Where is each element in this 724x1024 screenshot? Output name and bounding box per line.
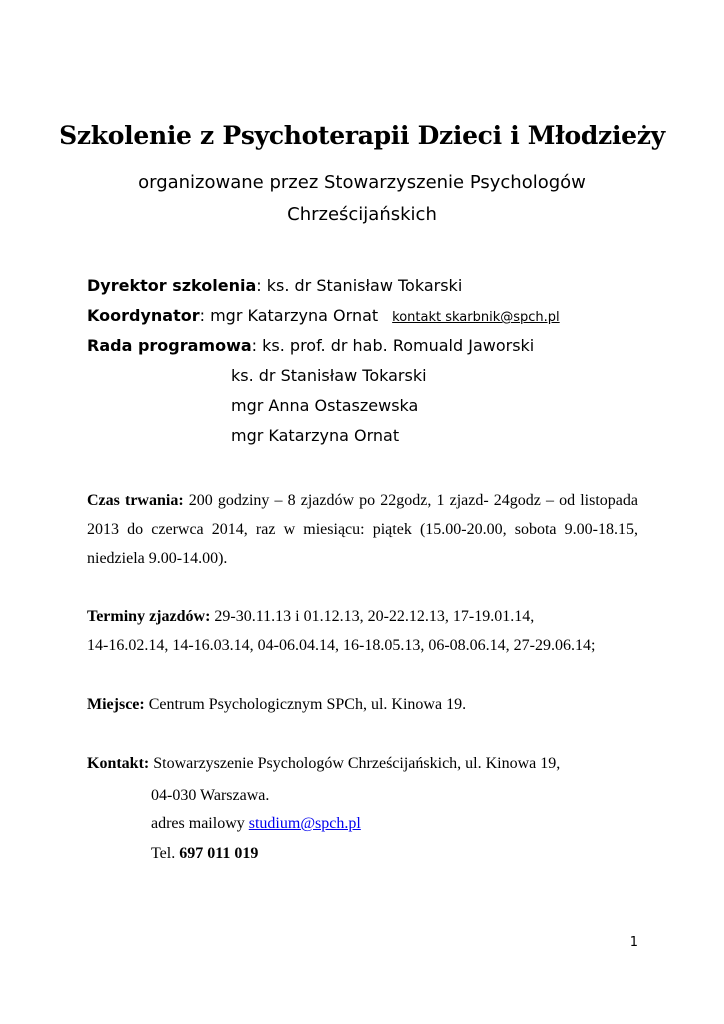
contact-org: Stowarzyszenie Psychologów Chrześcijańskich, ul. Kinowa 19, — [149, 755, 561, 772]
terms-text-1: 29-30.11.13 i 01.12.13, 20-22.12.13, 17-19.01.14, — [210, 608, 535, 625]
terms-line-1 — [87, 605, 534, 629]
terms-label: Terminy zjazdów: — [87, 608, 211, 625]
contact-city: 04-030 Warszawa. — [151, 787, 270, 804]
contact-line-1 — [87, 752, 560, 776]
program-board-line — [87, 334, 534, 358]
program-board-member: ks. dr Stanisław Tokarski — [231, 366, 427, 385]
terms-line-2: 14-16.02.14, 14-16.03.14, 04-06.04.14, 16-18.05.13, 06-08.06.14, 27-29.06.14; — [87, 637, 596, 654]
program-board-member: mgr Anna Ostaszewska — [231, 396, 419, 415]
coordinator-line — [87, 304, 560, 330]
coordinator-contact: kontakt skarbnik@spch.pl — [392, 310, 560, 325]
contact-phone-line — [151, 842, 258, 866]
director-label: Dyrektor szkolenia — [87, 276, 257, 295]
director-line — [87, 274, 462, 298]
page-number: 1 — [629, 935, 638, 950]
coordinator-value: : mgr Katarzyna Ornat — [199, 306, 379, 325]
director-value: : ks. dr Stanisław Tokarski — [256, 276, 463, 295]
place-text: Centrum Psychologicznym SPCh, ul. Kinowa 19. — [144, 696, 467, 713]
duration-paragraph — [87, 486, 638, 573]
contact-email-link[interactable]: studium@spch.pl — [248, 815, 361, 832]
subtitle-line-1: organizowane przez Stowarzyszenie Psychologów — [138, 172, 586, 193]
duration-text: 200 godziny – 8 zjazdów po 22godz, 1 zjazd- 24godz – od listopada 2013 do czerwca 2014, raz w miesiącu: piątek (15.00-20.00, sobota 9.00-18.15, niedziela 9.00-14.00). — [87, 492, 638, 567]
place-label: Miejsce: — [87, 696, 145, 713]
program-board-member: mgr Katarzyna Ornat — [231, 426, 400, 445]
contact-email-prefix: adres mailowy — [151, 815, 249, 832]
place-line — [87, 693, 466, 717]
subtitle-line-2: Chrześcijańskich — [287, 204, 437, 225]
contact-label: Kontakt: — [87, 755, 150, 772]
contact-phone-prefix: Tel. — [151, 845, 180, 862]
document-title: Szkolenie z Psychoterapii Dzieci i Młodzieży — [59, 121, 665, 150]
program-board-label: Rada programowa — [87, 336, 252, 355]
duration-label: Czas trwania: — [87, 492, 184, 509]
contact-email-line — [151, 812, 361, 836]
contact-phone-number: 697 011 019 — [179, 845, 259, 862]
program-board-first-member: : ks. prof. dr hab. Romuald Jaworski — [251, 336, 535, 355]
coordinator-label: Koordynator — [87, 306, 200, 325]
